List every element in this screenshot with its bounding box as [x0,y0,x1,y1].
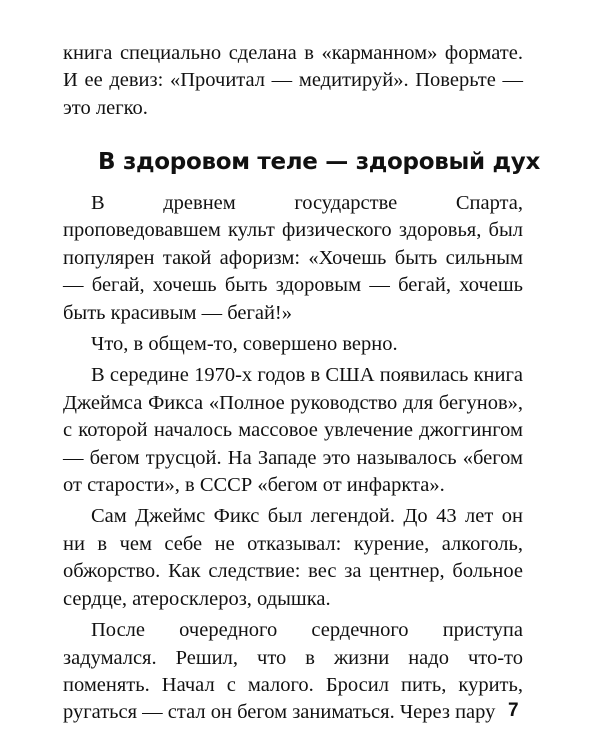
paragraph-agreement: Что, в общем-то, совершено верно. [91,333,398,356]
page-number: 7 [508,700,519,721]
paragraph-sparta: В древнем государстве Спарта, проповедовавшем культ физического здоровья, был популярен такой афоризм: «Хочешь быть сильным — бегай, хочешь быть здоровым — бегай, хочешь быть красивым — бегай!» [63,192,523,324]
section-body [63,190,523,727]
paragraph-after-attack: После очередного сердечного приступа задумался. Решил, что в жизни надо что-то поменять. Начал с малого. Бросил пить, курить, ругаться — стал он бегом заниматься. Через пару [63,619,523,724]
paragraph-fixx-book: В середине 1970-х годов в США появилась книга Джеймса Фикса «Полное руководство для бегунов», с которой началось массовое увлечение джоггингом — бегом трусцой. На Западе это называлось «бегом от старости», в СССР «бегом от инфаркта». [63,364,523,497]
intro-paragraph: книга специально сделана в «карманном» формате. И ее девиз: «Прочитал — медитируй». Поверьте — это легко. [63,42,523,119]
intro-paragraph-block [63,40,523,122]
section-heading: В здоровом теле — здоровый дух [98,149,540,175]
paragraph-fixx-legend: Сам Джеймс Фикс был легендой. До 43 лет он ни в чем себе не отказывал: курение, алкоголь, обжорство. Как следствие: вес за центнер, больное сердце, атеросклероз, одышка. [63,505,523,610]
